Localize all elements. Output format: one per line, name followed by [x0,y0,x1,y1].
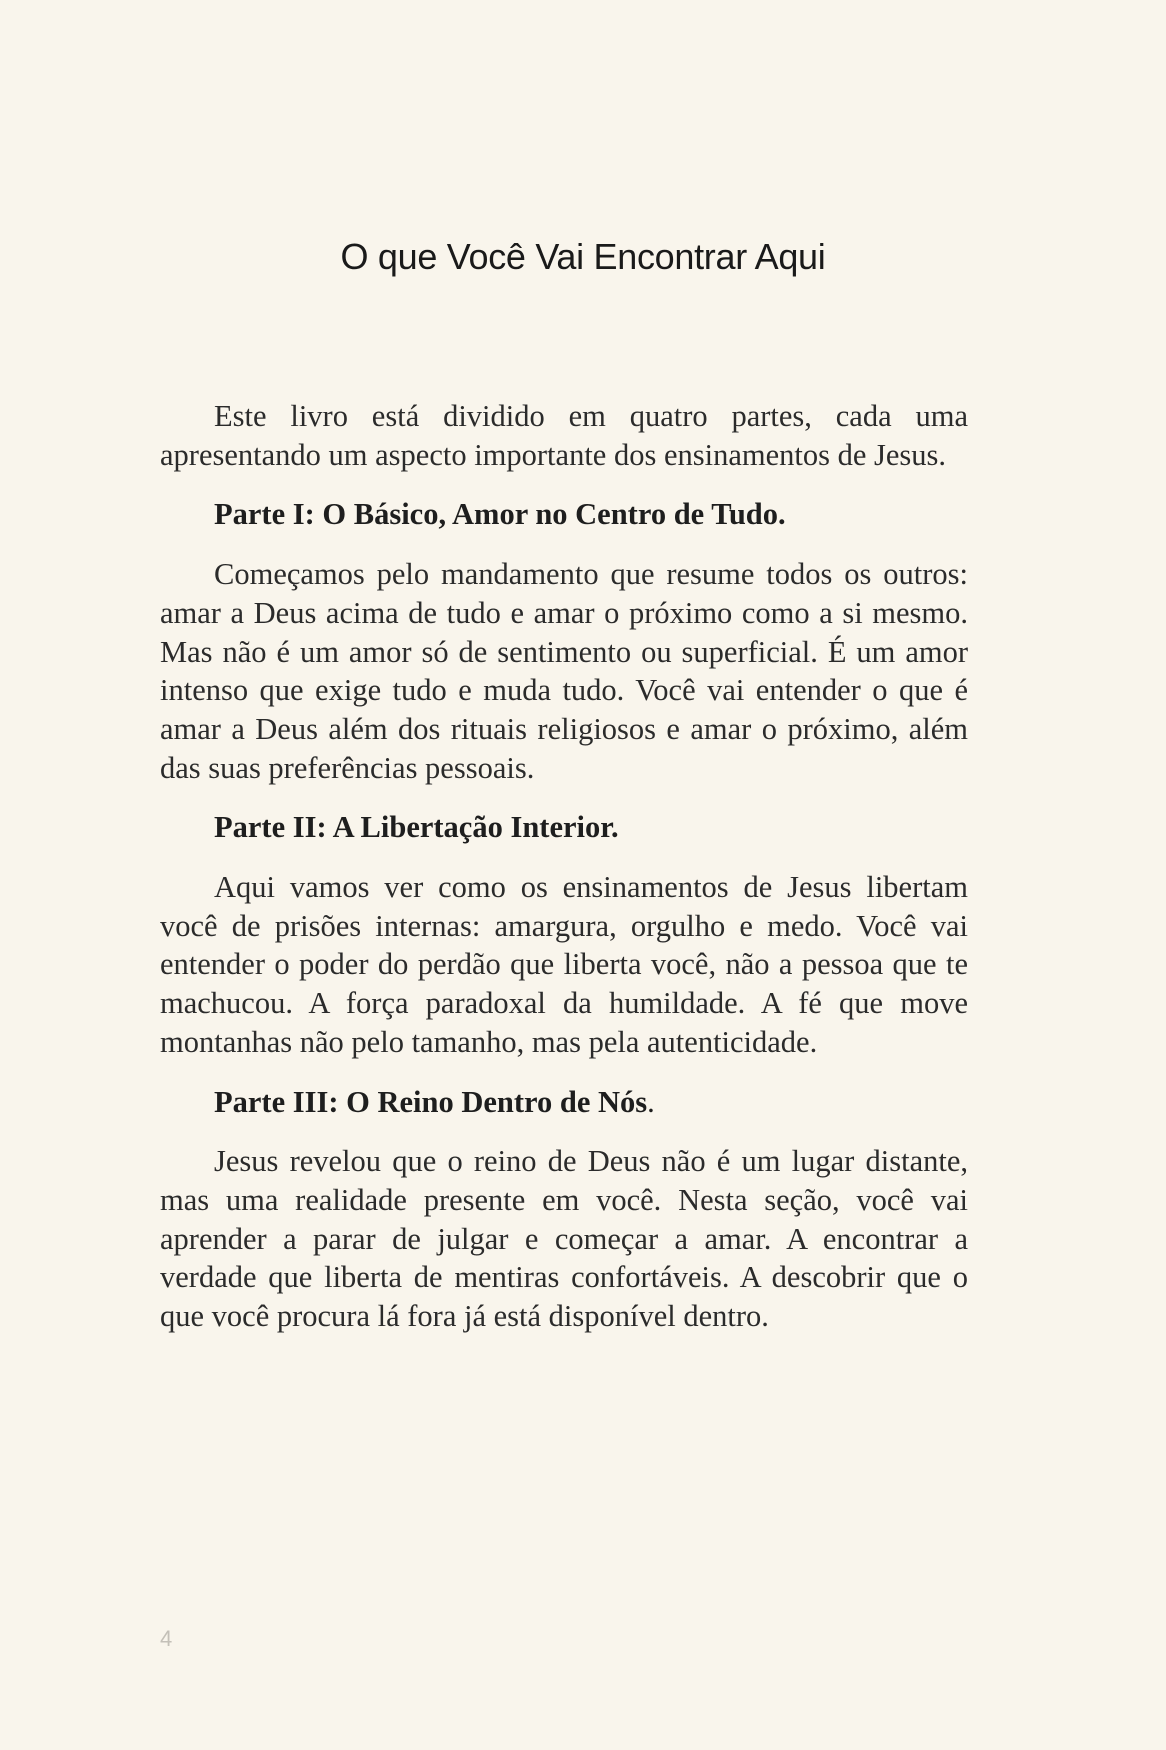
part-heading-1 [160,495,968,534]
part-heading-text: Parte III: O Reino Dentro de Nós [214,1084,648,1119]
page-content [160,397,968,1357]
part-paragraph-1: Começamos pelo mandamento que resume todos os outros: amar a Deus acima de tudo e amar o próximo como a si mesmo. Mas não é um amor só de sentimento ou superficial. É um amor intenso que exige tudo e muda tudo. Você vai entender o que é amar a Deus além dos rituais religiosos e amar o próximo, além das suas preferências pessoais. [160,557,968,785]
part-heading-3 [160,1083,968,1122]
page-number: 4 [160,1626,173,1651]
part-heading-2 [160,808,968,847]
part-paragraph-2: Aqui vamos ver como os ensinamentos de Jesus libertam você de prisões internas: amargura, orgulho e medo. Você vai entender o poder do perdão que liberta você, não a pessoa que te machucou. A força paradoxal da humildade. A fé que move montanhas não pelo tamanho, mas pela autenticidade. [160,870,968,1059]
part-paragraph-3: Jesus revelou que o reino de Deus não é um lugar distante, mas uma realidade presente em você. Nesta seção, você vai aprender a parar de julgar e começar a amar. A encontrar a verdade que liberta de mentiras confortáveis. A descobrir que o que você procura lá fora já está disponível dentro. [160,1144,968,1334]
part-heading-text: Parte I: O Básico, Amor no Centro de Tudo. [214,497,786,532]
chapter-title: O que Você Vai Encontrar Aqui [340,236,826,277]
part-heading-text: Parte II: A Libertação Interior. [214,810,619,845]
part-heading-trail: . [647,1084,655,1119]
intro-paragraph: Este livro está dividido em quatro partes, cada uma apresentando um aspecto importante dos ensinamentos de Jesus. [160,399,968,472]
